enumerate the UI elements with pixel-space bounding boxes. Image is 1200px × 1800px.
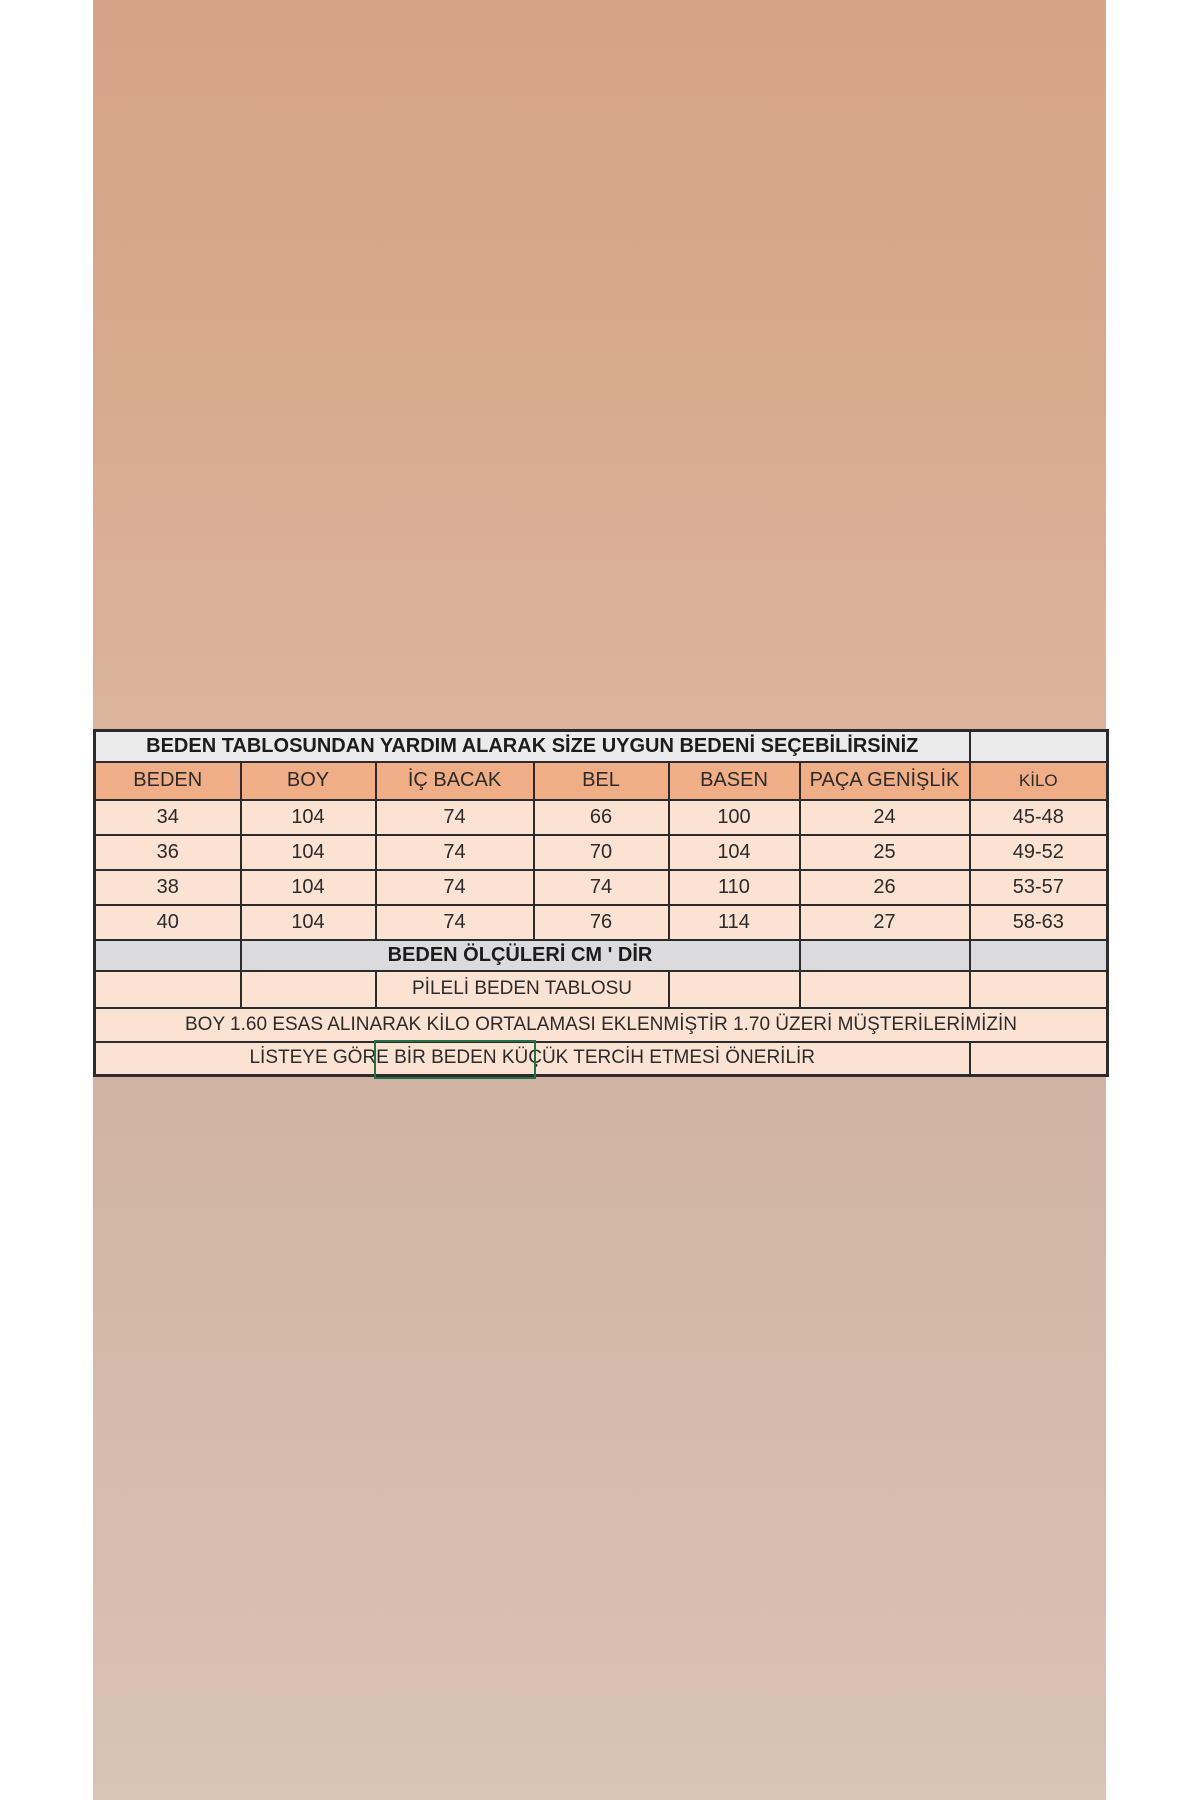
size-cell: 74 — [376, 870, 534, 905]
size-cell: 100 — [669, 800, 800, 835]
size-cell: 24 — [800, 800, 970, 835]
column-header-paca-genislik: PAÇA GENİŞLİK — [800, 762, 970, 800]
empty-cell — [800, 940, 970, 971]
size-chart — [93, 729, 1106, 1077]
size-chart-table — [93, 729, 1109, 1077]
empty-cell — [669, 971, 800, 1008]
size-cell: 25 — [800, 835, 970, 870]
size-cell: 45-48 — [970, 800, 1108, 835]
unit-note: BEDEN ÖLÇÜLERİ CM ' DİR — [241, 940, 800, 971]
size-cell: 74 — [376, 800, 534, 835]
footnote-line-2: LİSTEYE GÖRE BİR BEDEN KÜÇÜK TERCİH ETMESİ ÖNERİLİR — [95, 1042, 970, 1076]
column-header-basen: BASEN — [669, 762, 800, 800]
size-cell: 53-57 — [970, 870, 1108, 905]
empty-cell — [970, 1042, 1108, 1076]
table-title: BEDEN TABLOSUNDAN YARDIM ALARAK SİZE UYGUN BEDENİ SEÇEBİLİRSİNİZ — [95, 731, 970, 762]
table-type-row — [95, 971, 1108, 1008]
size-cell: 49-52 — [970, 835, 1108, 870]
title-side-cell — [970, 731, 1108, 762]
size-cell: 104 — [241, 905, 376, 940]
title-row — [95, 731, 1108, 762]
size-cell: 58-63 — [970, 905, 1108, 940]
table-type-note: PİLELİ BEDEN TABLOSU — [376, 971, 669, 1008]
size-cell: 104 — [241, 835, 376, 870]
size-cell: 114 — [669, 905, 800, 940]
size-cell: 70 — [534, 835, 669, 870]
size-cell: 104 — [241, 870, 376, 905]
size-cell: 74 — [376, 905, 534, 940]
size-cell: 36 — [95, 835, 241, 870]
header-row — [95, 762, 1108, 800]
table-row-36 — [95, 835, 1108, 870]
column-header-bel: BEL — [534, 762, 669, 800]
size-cell: 74 — [376, 835, 534, 870]
empty-cell — [970, 940, 1108, 971]
size-cell: 74 — [534, 870, 669, 905]
unit-note-row — [95, 940, 1108, 971]
size-cell: 26 — [800, 870, 970, 905]
size-cell: 104 — [241, 800, 376, 835]
size-cell: 76 — [534, 905, 669, 940]
column-header-ic-bacak: İÇ BACAK — [376, 762, 534, 800]
column-header-kilo: KİLO — [970, 762, 1108, 800]
size-cell: 104 — [669, 835, 800, 870]
column-header-boy: BOY — [241, 762, 376, 800]
footnote-row-2 — [95, 1042, 1108, 1076]
table-row-40 — [95, 905, 1108, 940]
column-header-beden: BEDEN — [95, 762, 241, 800]
empty-cell — [241, 971, 376, 1008]
empty-cell — [800, 971, 970, 1008]
size-cell: 27 — [800, 905, 970, 940]
size-cell: 110 — [669, 870, 800, 905]
product-photo-bottom — [93, 1071, 1106, 1800]
footnote-line-1: BOY 1.60 ESAS ALINARAK KİLO ORTALAMASI EKLENMİŞTİR 1.70 ÜZERİ MÜŞTERİLERİMİZİN — [95, 1008, 1108, 1042]
empty-cell — [970, 971, 1108, 1008]
empty-cell — [95, 940, 241, 971]
table-row-34 — [95, 800, 1108, 835]
table-row-38 — [95, 870, 1108, 905]
size-cell: 66 — [534, 800, 669, 835]
product-photo-top — [93, 0, 1106, 731]
size-cell: 34 — [95, 800, 241, 835]
size-cell: 38 — [95, 870, 241, 905]
footnote-row-1 — [95, 1008, 1108, 1042]
empty-cell — [95, 971, 241, 1008]
size-cell: 40 — [95, 905, 241, 940]
